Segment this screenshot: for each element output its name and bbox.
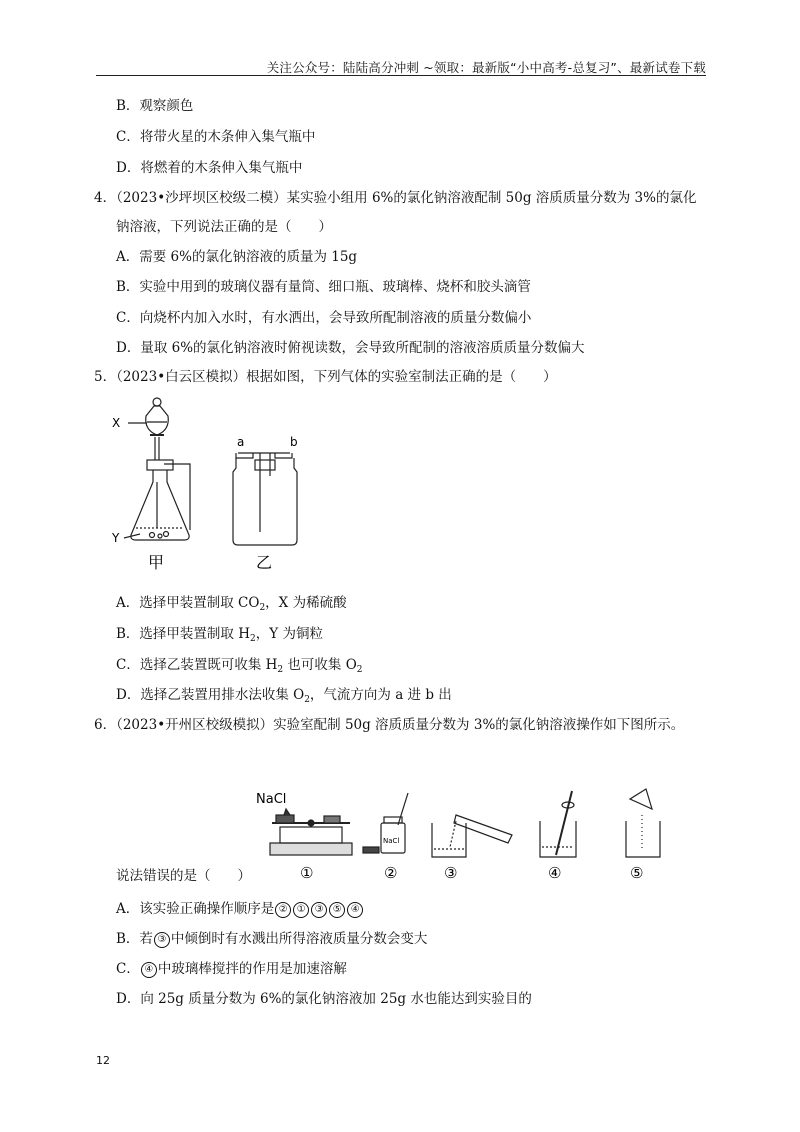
step-1-label: ①: [300, 864, 314, 882]
seq-item: ②: [275, 902, 291, 918]
q5-option-a-sub: 2: [259, 603, 266, 613]
balance-icon: [270, 809, 352, 855]
seq-item: ④: [347, 902, 363, 918]
label-a: a: [237, 435, 245, 449]
q6-option-a: [116, 900, 364, 918]
seq-item: ⑤: [329, 902, 345, 918]
label-y: Y: [112, 531, 120, 545]
q5-option-d: [116, 686, 452, 704]
q5-option-c-mid: 也可收集 O: [283, 657, 357, 673]
label-x: X: [112, 416, 121, 430]
step-ref: ③: [154, 932, 170, 948]
q6-option-a-text: A．该实验正确操作顺序是: [116, 901, 275, 917]
q5-option-a: [116, 594, 347, 612]
q6-option-c: [116, 960, 347, 978]
q4-stem-line1: 4．（2023•沙坪坝区校级二模）某实验小组用 6%的氯化钠溶液配制 50g 溶质质量分数为 3%的氯化: [94, 190, 697, 206]
q5-option-c-text: C．选择乙装置既可收集 H: [116, 657, 278, 673]
page-number: 12: [96, 1054, 110, 1067]
q5-option-c: [116, 656, 363, 674]
q5-option-d-text: D．选择乙装置用排水法收集 O: [116, 687, 305, 703]
q6-option-c-tail: 中玻璃棒搅拌的作用是加速溶解: [157, 961, 347, 977]
q5-option-b-sub: 2: [250, 634, 256, 644]
bottle-label: NaCl: [383, 837, 400, 845]
q6-option-b-tail: 中倾倒时有水溅出所得溶液质量分数会变大: [170, 931, 428, 947]
step-ref: ④: [141, 962, 157, 978]
label-yi: 乙: [256, 553, 273, 572]
q5-stem: 5．（2023•白云区模拟）根据如图，下列气体的实验室制法正确的是（ ）: [94, 369, 557, 385]
q5-option-b-tail: ，Y 为铜粒: [255, 626, 323, 642]
step-5-label: ⑤: [630, 864, 644, 882]
q5-option-a-text: A．选择甲装置制取 CO: [116, 595, 260, 611]
seq-item: ①: [293, 902, 309, 918]
q6-option-b: [116, 930, 427, 948]
q5-option-c-sub2: 2: [356, 665, 363, 675]
q4-stem-line2: 钠溶液，下列说法正确的是（ ）: [116, 219, 332, 235]
q6-ask: 说法错误的是（ ）: [116, 868, 251, 884]
prev-option-d: D．将燃着的木条伸入集气瓶中: [116, 160, 303, 176]
q4-option-b: B．实验中用到的玻璃仪器有量筒、细口瓶、玻璃棒、烧杯和胶头滴管: [116, 279, 531, 295]
q6-stem: 6．（2023•开州区校级模拟）实验室配制 50g 溶质质量分数为 3%的氯化钠溶液操作如下图所示。: [94, 717, 685, 733]
label-b: b: [290, 435, 298, 449]
q5-option-d-sub: 2: [304, 695, 310, 705]
flask-apparatus-jia: [124, 398, 190, 540]
stirring-beaker-icon: [540, 791, 576, 857]
header-divider: [96, 75, 706, 76]
q6-option-b-text: B．若: [116, 931, 153, 947]
q4-option-d: D．量取 6%的氯化钠溶液时俯视读数，会导致所配制的溶液溶质质量分数偏大: [116, 340, 585, 356]
pouring-beaker-icon: [432, 815, 512, 857]
q4-option-a: A．需要 6%的氯化钠溶液的质量为 15g: [116, 249, 358, 265]
step-2-label: ②: [384, 864, 398, 882]
q6-option-d: D．向 25g 质量分数为 6%的氯化钠溶液加 25g 水也能达到实验目的: [116, 991, 532, 1007]
gas-bottle-yi: [233, 453, 297, 545]
q4-option-c: C．向烧杯内加入水时，有水洒出，会导致所配制溶液的质量分数偏小: [116, 310, 532, 326]
q5-option-a-tail: ，X 为稀硫酸: [265, 595, 347, 611]
q6-option-c-text: C．: [116, 961, 140, 977]
q5-option-c-sub1: 2: [277, 665, 284, 675]
salt-transfer-beaker-icon: [626, 789, 660, 857]
q6-procedure-figure: [250, 785, 670, 885]
seq-item: ③: [311, 902, 327, 918]
step-4-label: ④: [548, 864, 562, 882]
q5-apparatus-figure: [110, 390, 320, 575]
label-nacl: NaCl: [256, 792, 287, 807]
q5-option-b-text: B．选择甲装置制取 H: [116, 626, 250, 642]
prev-option-b: B．观察颜色: [116, 98, 194, 114]
q5-option-d-tail: ，气流方向为 a 进 b 出: [309, 687, 452, 703]
q5-option-b: [116, 625, 323, 643]
page-header: 关注公众号：陆陆高分冲刺 ~领取：最新版“小中高考-总复习”、最新试卷下载: [266, 60, 706, 75]
prev-option-c: C．将带火星的木条伸入集气瓶中: [116, 129, 316, 145]
label-jia: 甲: [148, 553, 165, 572]
step-3-label: ③: [444, 864, 458, 882]
